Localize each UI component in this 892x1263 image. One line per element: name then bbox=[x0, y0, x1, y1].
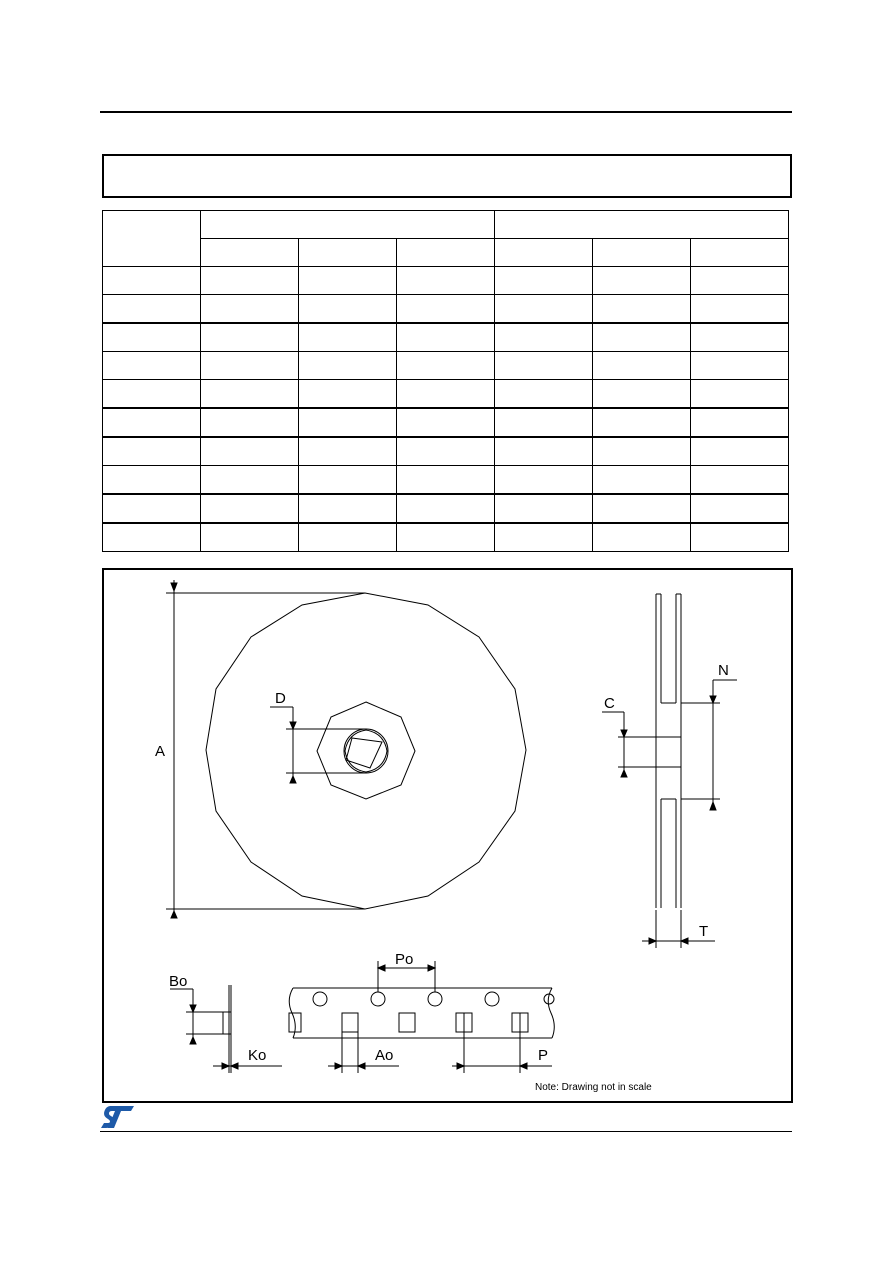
label-Bo: Bo bbox=[169, 973, 188, 990]
reel-side-view bbox=[618, 594, 720, 908]
label-Ko: Ko bbox=[248, 1047, 267, 1064]
label-N: N bbox=[718, 662, 729, 679]
st-logo bbox=[100, 1104, 136, 1130]
carrier-tape bbox=[289, 988, 554, 1038]
label-Ao: Ao bbox=[375, 1047, 394, 1064]
label-Po: Po bbox=[395, 951, 414, 968]
label-D: D bbox=[275, 690, 286, 707]
label-A: A bbox=[155, 743, 166, 760]
reel-outer bbox=[206, 593, 526, 909]
drawing-note: Note: Drawing not in scale bbox=[535, 1082, 652, 1093]
label-C: C bbox=[604, 695, 615, 712]
reel-hub bbox=[317, 702, 415, 799]
footer-rule bbox=[100, 1131, 792, 1132]
label-T: T bbox=[699, 923, 709, 940]
reel-center-drive bbox=[345, 730, 387, 772]
label-P: P bbox=[538, 1047, 549, 1064]
